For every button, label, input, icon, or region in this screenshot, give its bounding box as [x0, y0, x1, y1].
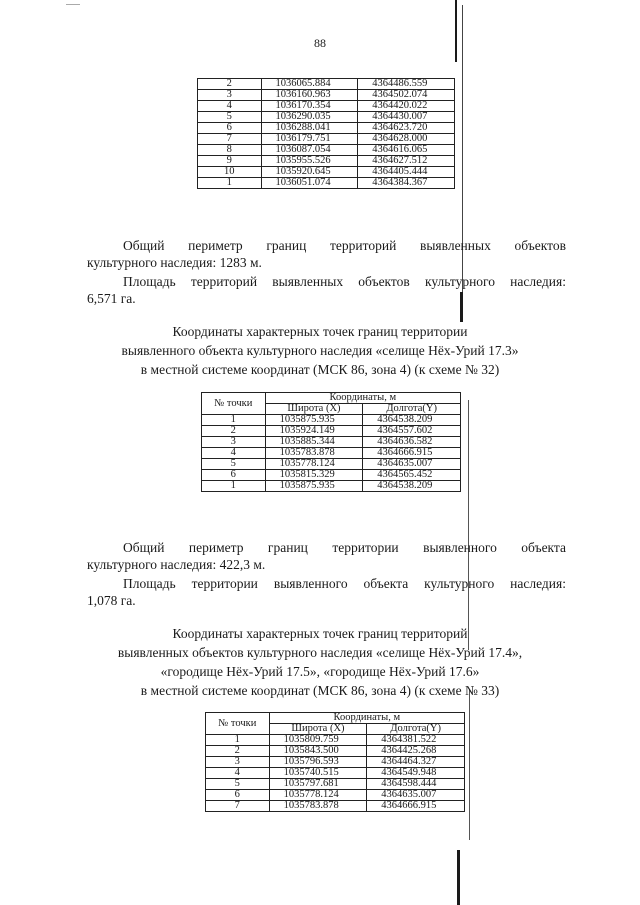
cell-longitude: 4364384.367	[358, 178, 455, 189]
cell-point-number: 1	[202, 481, 266, 492]
coordinates-table-1	[197, 78, 455, 189]
area-text-1-cont: 6,571 га.	[87, 291, 136, 306]
table-row	[206, 757, 465, 768]
cell-point-number: 8	[198, 145, 262, 156]
table-row	[206, 790, 465, 801]
table-row	[198, 145, 455, 156]
cell-latitude: 1036160.963	[261, 90, 358, 101]
page-number: 88	[314, 36, 326, 50]
table-row	[206, 735, 465, 746]
cell-point-number: 5	[206, 779, 270, 790]
cell-longitude: 4364486.559	[358, 79, 455, 90]
table-row	[198, 178, 455, 189]
coordinates-table-3	[205, 712, 465, 812]
cell-longitude: 4364565.452	[363, 470, 461, 481]
cell-longitude: 4364538.209	[363, 481, 461, 492]
header-point-number: № точки	[202, 393, 266, 415]
cell-longitude: 4364502.074	[358, 90, 455, 101]
cell-latitude: 1035796.593	[269, 757, 367, 768]
cell-latitude: 1036179.751	[261, 134, 358, 145]
cell-point-number: 7	[198, 134, 262, 145]
table-row	[206, 779, 465, 790]
cell-point-number: 4	[198, 101, 262, 112]
cell-latitude: 1035809.759	[269, 735, 367, 746]
cell-point-number: 7	[206, 801, 270, 812]
area-text-2-cont: 1,078 га.	[87, 593, 136, 608]
header-point-number: № точки	[206, 713, 270, 735]
table-row	[202, 481, 461, 492]
cell-point-number: 1	[202, 415, 266, 426]
cell-point-number: 6	[202, 470, 266, 481]
coordinates-table-2	[201, 392, 461, 492]
table-row	[198, 167, 455, 178]
cell-point-number: 10	[198, 167, 262, 178]
cell-latitude: 1036087.054	[261, 145, 358, 156]
cell-longitude: 4364616.065	[358, 145, 455, 156]
heading-3-line-4: в местной системе координат (МСК 86, зона 4) (к схеме № 33)	[140, 683, 500, 698]
heading-3-line-1: Координаты характерных точек границ территорий	[172, 626, 468, 641]
cell-latitude: 1036065.884	[261, 79, 358, 90]
cell-longitude: 4364425.268	[367, 746, 465, 757]
cell-longitude: 4364636.582	[363, 437, 461, 448]
perimeter-text-2-cont: культурного наследия: 422,3 м.	[87, 557, 266, 572]
table-row	[202, 470, 461, 481]
cell-latitude: 1035815.329	[265, 470, 363, 481]
heading-2-line-2: выявленного объекта культурного наследия «селище Нёх-Урий 17.3»	[121, 343, 519, 358]
cell-point-number: 1	[198, 178, 262, 189]
cell-point-number: 2	[206, 746, 270, 757]
table-row	[198, 134, 455, 145]
heading-2-line-1: Координаты характерных точек границ территории	[172, 324, 468, 339]
cell-point-number: 3	[202, 437, 266, 448]
cell-latitude: 1036290.035	[261, 112, 358, 123]
header-latitude: Широта (X)	[269, 724, 367, 735]
header-coordinates: Координаты, м	[269, 713, 464, 724]
cell-latitude: 1035875.935	[265, 481, 363, 492]
cell-longitude: 4364598.444	[367, 779, 465, 790]
table-row	[202, 426, 461, 437]
scan-line-lower	[469, 690, 470, 840]
table-row	[198, 79, 455, 90]
table-row	[206, 768, 465, 779]
cell-point-number: 9	[198, 156, 262, 167]
cell-latitude: 1036170.354	[261, 101, 358, 112]
cell-longitude: 4364464.327	[367, 757, 465, 768]
table-row	[202, 459, 461, 470]
header-longitude: Долгота(Y)	[363, 404, 461, 415]
heading-3-line-2: выявленных объектов культурного наследия «селище Нёх-Урий 17.4»,	[117, 645, 523, 660]
cell-latitude: 1036288.041	[261, 123, 358, 134]
cell-latitude: 1035875.935	[265, 415, 363, 426]
header-longitude: Долгота(Y)	[367, 724, 465, 735]
cell-longitude: 4364666.915	[363, 448, 461, 459]
cell-longitude: 4364430.007	[358, 112, 455, 123]
cell-point-number: 6	[206, 790, 270, 801]
cell-latitude: 1035797.681	[269, 779, 367, 790]
perimeter-text-1-cont: культурного наследия: 1283 м.	[87, 255, 262, 270]
cell-point-number: 4	[202, 448, 266, 459]
cell-latitude: 1035955.526	[261, 156, 358, 167]
scan-mark-bottom	[457, 850, 460, 905]
scan-line-top	[455, 0, 457, 62]
cell-longitude: 4364538.209	[363, 415, 461, 426]
table-row	[206, 801, 465, 812]
table-row	[198, 156, 455, 167]
scan-mark-topleft	[66, 4, 80, 13]
cell-longitude: 4364381.522	[367, 735, 465, 746]
cell-latitude: 1035778.124	[265, 459, 363, 470]
heading-3-line-3: «городище Нёх-Урий 17.5», «городище Нёх-Урий 17.6»	[160, 664, 480, 679]
cell-latitude: 1035885.344	[265, 437, 363, 448]
table-row	[198, 123, 455, 134]
cell-point-number: 4	[206, 768, 270, 779]
cell-point-number: 6	[198, 123, 262, 134]
cell-longitude: 4364666.915	[367, 801, 465, 812]
table-row	[202, 448, 461, 459]
cell-point-number: 2	[198, 79, 262, 90]
table-1-body	[198, 79, 455, 189]
cell-longitude: 4364635.007	[367, 790, 465, 801]
cell-point-number: 3	[206, 757, 270, 768]
table-3-body	[206, 735, 465, 812]
cell-latitude: 1036051.074	[261, 178, 358, 189]
table-2-body	[202, 415, 461, 492]
cell-longitude: 4364549.948	[367, 768, 465, 779]
header-coordinates: Координаты, м	[265, 393, 460, 404]
cell-point-number: 5	[198, 112, 262, 123]
cell-latitude: 1035740.515	[269, 768, 367, 779]
header-latitude: Широта (X)	[265, 404, 363, 415]
area-text-2: Площадь территории выявленного объекта культурного наследия:	[123, 576, 566, 591]
cell-latitude: 1035783.878	[269, 801, 367, 812]
cell-latitude: 1035778.124	[269, 790, 367, 801]
scan-line-middle	[468, 400, 469, 650]
cell-longitude: 4364628.000	[358, 134, 455, 145]
table-row	[198, 112, 455, 123]
cell-latitude: 1035843.500	[269, 746, 367, 757]
perimeter-text-1: Общий периметр границ территорий выявленных объектов	[123, 238, 566, 253]
cell-latitude: 1035920.645	[261, 167, 358, 178]
table-row	[202, 437, 461, 448]
table-row	[206, 746, 465, 757]
cell-point-number: 1	[206, 735, 270, 746]
cell-point-number: 2	[202, 426, 266, 437]
cell-longitude: 4364623.720	[358, 123, 455, 134]
table-row	[202, 415, 461, 426]
table-row	[198, 101, 455, 112]
cell-latitude: 1035783.878	[265, 448, 363, 459]
perimeter-text-2: Общий периметр границ территории выявленного объекта	[123, 540, 566, 555]
cell-longitude: 4364557.602	[363, 426, 461, 437]
cell-longitude: 4364405.444	[358, 167, 455, 178]
cell-latitude: 1035924.149	[265, 426, 363, 437]
cell-point-number: 5	[202, 459, 266, 470]
cell-point-number: 3	[198, 90, 262, 101]
cell-longitude: 4364635.007	[363, 459, 461, 470]
cell-longitude: 4364627.512	[358, 156, 455, 167]
table-row	[198, 90, 455, 101]
area-text-1: Площадь территорий выявленных объектов культурного наследия:	[123, 274, 566, 289]
cell-longitude: 4364420.022	[358, 101, 455, 112]
heading-2-line-3: в местной системе координат (МСК 86, зона 4) (к схеме № 32)	[140, 362, 500, 377]
